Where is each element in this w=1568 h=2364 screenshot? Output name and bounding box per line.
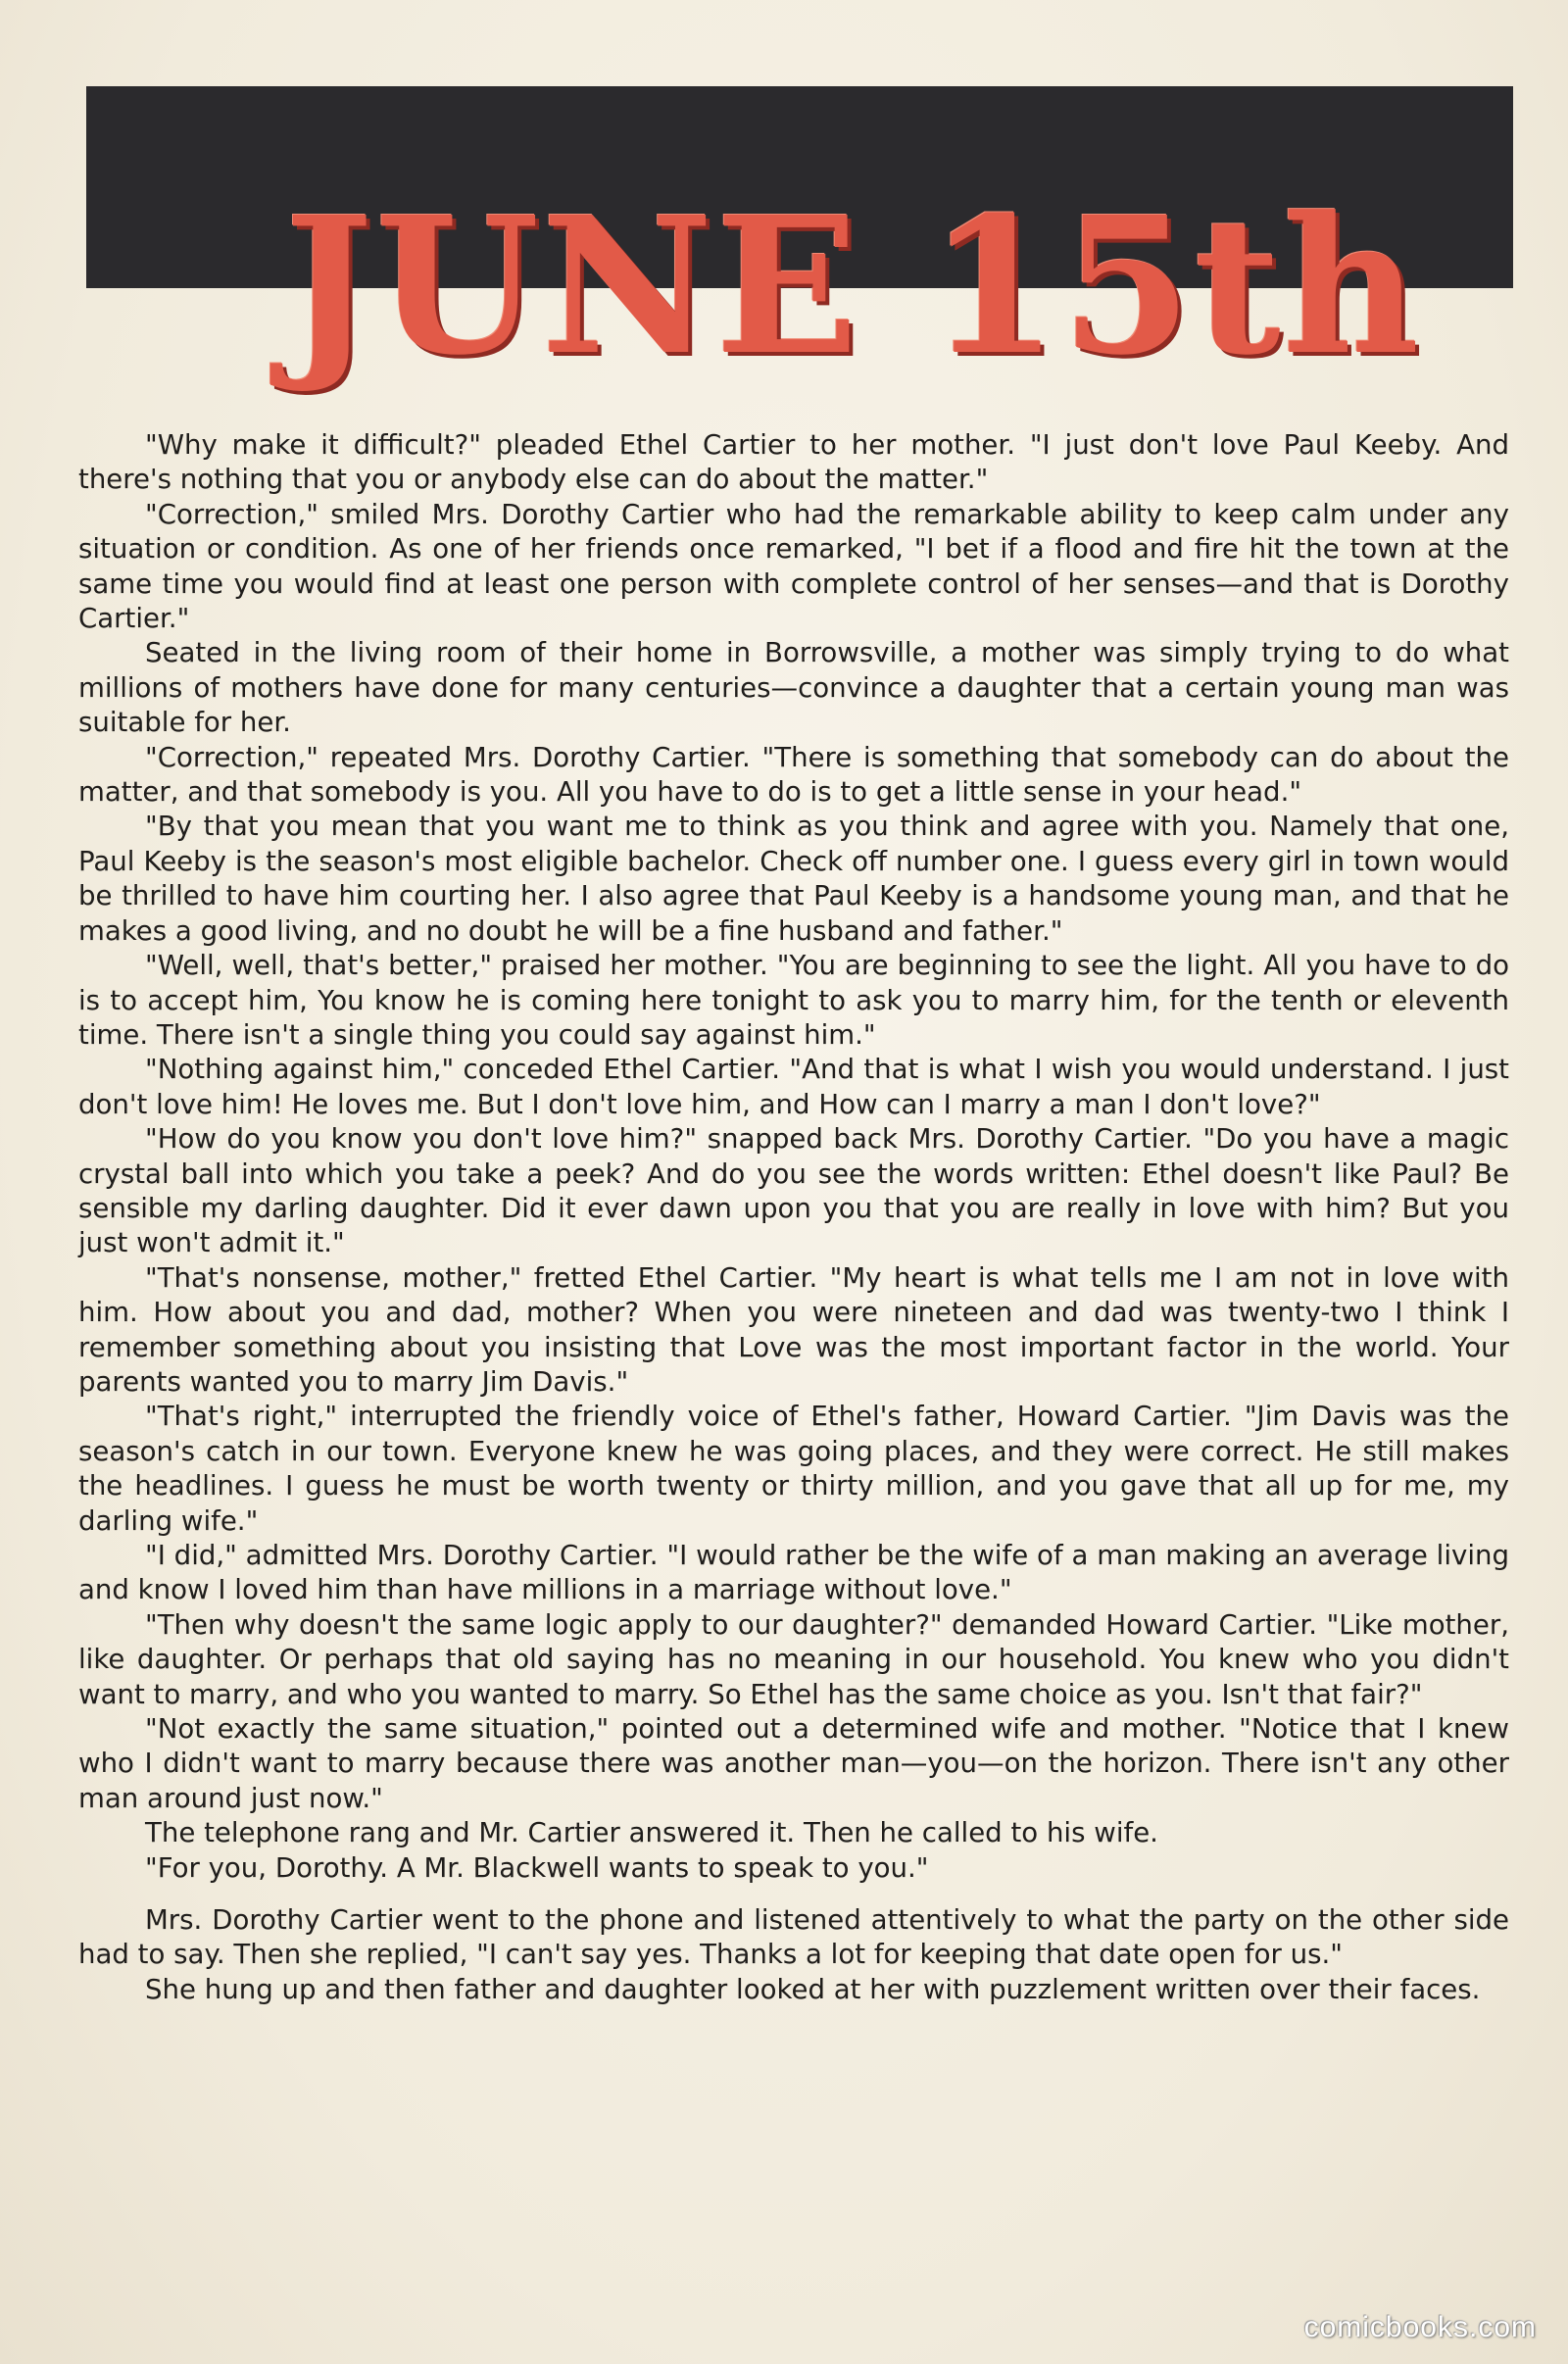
paragraph: Seated in the living room of their home in Borrowsville, a mother was simply trying to do what millions of mothers have done for many centuries—convince a daughter that a certain young man was suitable for her. xyxy=(78,636,1509,739)
paragraph: Mrs. Dorothy Cartier went to the phone and listened attentively to what the party on the other side had to say. Then she replied, "I can't say yes. Thanks a lot for keeping that date open for us." xyxy=(78,1903,1509,1971)
site-watermark: comicbooks.com xyxy=(1303,2311,1537,2343)
paragraph: "Not exactly the same situation," pointed out a determined wife and mother. "Notice that I knew who I didn't want to marry because there was another man—you—on the horizon. There isn't any other man around just now." xyxy=(78,1712,1509,1814)
paragraph: The telephone rang and Mr. Cartier answered it. Then he called to his wife. xyxy=(145,1816,1158,1849)
paragraph: "I did," admitted Mrs. Dorothy Cartier. "I would rather be the wife of a man making an average living and know I loved him than have millions in a marriage without love." xyxy=(78,1539,1509,1606)
paragraph: "That's right," interrupted the friendly voice of Ethel's father, Howard Cartier. "Jim Davis was the season's catch in our town. Everyone knew he was going places, and they were correct. He still makes the headlines. I guess he must be worth twenty or thirty million, and you gave that all up for me, my darling wife." xyxy=(78,1400,1509,1537)
paragraph: "How do you know you don't love him?" snapped back Mrs. Dorothy Cartier. "Do you have a magic crystal ball into which you take a peek? And do you see the words written: Ethel doesn't like Paul? Be sensible my darling daughter. Did it ever dawn upon you that you are really in love with him? But you just won't admit it." xyxy=(78,1122,1509,1259)
paragraph: She hung up and then father and daughter looked at her with puzzlement written over their faces. xyxy=(145,1972,1481,2005)
paragraph: "Why make it difficult?" pleaded Ethel Cartier to her mother. "I just don't love Paul Keeby. And there's nothing that you or anybody else can do about the matter." xyxy=(78,428,1509,496)
paragraph: "By that you mean that you want me to think as you think and agree with you. Namely that one, Paul Keeby is the season's most eligible bachelor. Check off number one. I guess every girl in town would be thrilled to have him courting her. I also agree that Paul Keeby is a handsome young man, and that he makes a good living, and no doubt he will be a fine husband and father." xyxy=(78,810,1509,947)
paragraph: "For you, Dorothy. A Mr. Blackwell wants to speak to you." xyxy=(145,1850,929,1884)
story-title: JUNE 15th xyxy=(284,176,1422,397)
paragraph: "Nothing against him," conceded Ethel Cartier. "And that is what I wish you would understand. I just don't love him! He loves me. But I don't love him, and How can I marry a man I don't love?" xyxy=(78,1053,1509,1120)
paragraph: "Then why doesn't the same logic apply to our daughter?" demanded Howard Cartier. "Like mother, like daughter. Or perhaps that old saying has no meaning in our household. You knew who you didn't want to marry, and who you wanted to marry. So Ethel has the same choice as you. Isn't that fair?" xyxy=(78,1607,1509,1710)
paragraph: "Correction," smiled Mrs. Dorothy Cartier who had the remarkable ability to keep calm under any situation or condition. As one of her friends once remarked, "I bet if a flood and fire hit the town at the same time you would find at least one person with complete control of her senses—and that is Dorothy Cartier." xyxy=(78,497,1509,635)
paragraph: "Correction," repeated Mrs. Dorothy Cartier. "There is something that somebody can do about the matter, and that somebody is you. All you have to do is to get a little sense in your head." xyxy=(78,740,1509,809)
paragraph: "Well, well, that's better," praised her mother. "You are beginning to see the light. All you have to do is to accept him, You know he is coming here tonight to ask you to marry him, for the tenth or eleventh time. There isn't a single thing you could say against him." xyxy=(78,949,1509,1051)
story-text xyxy=(78,427,1509,2231)
paragraph: "That's nonsense, mother," fretted Ethel Cartier. "My heart is what tells me I am not in love with him. How about you and dad, mother? When you were nineteen and dad was twenty-two I think I remember something about you insisting that Love was the most important factor in the world. Your parents wanted you to marry Jim Davis." xyxy=(78,1260,1509,1398)
